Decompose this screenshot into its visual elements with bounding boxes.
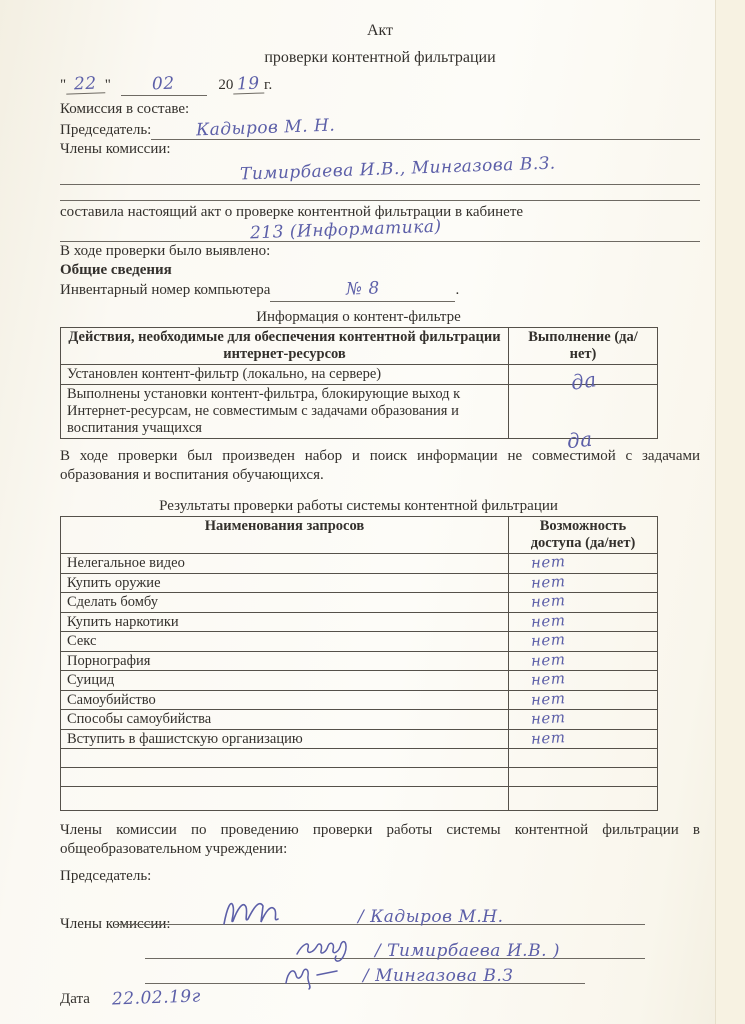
inventory-period: . <box>455 282 460 298</box>
document-title: Акт <box>366 22 394 39</box>
member-signature-line <box>145 939 645 959</box>
filter-table-caption: Информация о контент-фильтре <box>256 309 461 325</box>
query-row-empty <box>61 768 658 787</box>
handwritten-answer: да <box>565 426 594 454</box>
query-row <box>61 710 658 730</box>
query-cell: Порнография <box>61 651 509 671</box>
result-cell <box>509 365 658 395</box>
query-cell: Самоубийство <box>61 690 509 710</box>
access-cell <box>509 573 658 593</box>
handwritten-month: 02 <box>151 73 176 95</box>
handwritten-members-names: Тимирбаева И.В., Мингазова В.З. <box>239 153 557 185</box>
access-cell <box>509 768 658 787</box>
query-cell <box>61 768 509 787</box>
act-statement: составила настоящий акт о проверке контентной фильтрации в кабинете <box>60 204 524 220</box>
commission-heading: Комиссия в составе: <box>60 101 190 117</box>
results-table-caption: Результаты проверки работы системы контентной фильтрации <box>159 498 558 514</box>
query-row-empty <box>61 787 658 811</box>
query-cell <box>61 749 509 768</box>
filter-table-row <box>61 365 658 385</box>
filter-table-row <box>61 385 658 439</box>
quote-open: " <box>60 77 67 93</box>
results-table-header-row <box>61 517 658 554</box>
chairman-signature-scribble <box>220 896 298 930</box>
access-cell <box>509 729 658 749</box>
query-row <box>61 729 658 749</box>
results-table <box>60 516 658 811</box>
handwritten-answer: нет <box>530 610 566 631</box>
inventory-line <box>60 280 700 302</box>
access-cell <box>509 671 658 691</box>
member-signature-scribble <box>283 963 349 989</box>
access-cell <box>509 690 658 710</box>
month-underline <box>121 75 207 96</box>
access-cell <box>509 593 658 613</box>
members-label: Члены комиссии: <box>60 141 171 157</box>
action-cell: Выполнены установки контент-фильтра, блокирующие выход к Интернет-ресурсам, не совместимым с задачами образования и воспитания учащихся <box>61 385 509 439</box>
handwritten-answer: нет <box>530 552 566 572</box>
inventory-label: Инвентарный номер компьютера <box>60 282 271 298</box>
query-row <box>61 690 658 710</box>
chairman-signature-line <box>115 902 645 925</box>
query-row-empty <box>61 749 658 768</box>
access-cell <box>509 554 658 574</box>
chairman-name-underline <box>151 115 700 141</box>
handwritten-year: 19 <box>233 75 264 94</box>
date-line <box>60 75 700 96</box>
member-signature-line <box>145 964 585 984</box>
access-cell <box>509 787 658 811</box>
filter-table-col1-header: Действия, необходимые для обеспечения контентной фильтрации интернет-ресурсов <box>61 328 509 365</box>
cabinet-underline <box>60 216 700 244</box>
query-row <box>61 573 658 593</box>
results-table-col1-header: Наименования запросов <box>61 517 509 554</box>
handwritten-answer: нет <box>530 669 566 689</box>
chairman-line <box>60 115 700 141</box>
general-info-heading: Общие сведения <box>60 262 172 278</box>
handwritten-answer: нет <box>530 708 566 728</box>
handwritten-answer: нет <box>530 571 566 592</box>
access-cell <box>509 632 658 652</box>
handwritten-member-signature: / Тимирбаева И.В. ) <box>375 941 561 961</box>
query-cell: Секс <box>61 632 509 652</box>
member-signature-scribble <box>295 936 359 964</box>
footer-members-label: Члены комиссии: <box>60 916 171 932</box>
handwritten-member-signature: / Мингазова В.З <box>363 966 514 986</box>
quote-close: " <box>104 77 111 93</box>
year-suffix: г. <box>264 77 273 93</box>
filter-table-header-row <box>61 328 658 365</box>
access-cell <box>509 710 658 730</box>
handwritten-answer: да <box>569 367 599 395</box>
handwritten-cabinet: 213 (Информатика) <box>249 216 442 244</box>
query-row <box>61 632 658 652</box>
handwritten-date: 22.02.19г <box>111 986 201 1010</box>
query-cell: Способы самоубийства <box>61 710 509 730</box>
handwritten-inventory-number: № 8 <box>345 278 381 300</box>
action-cell: Установлен контент-фильтр (локально, на сервере) <box>61 365 509 385</box>
handwritten-answer: нет <box>530 591 566 611</box>
access-cell <box>509 749 658 768</box>
query-row <box>61 554 658 574</box>
query-cell: Суицид <box>61 671 509 691</box>
query-row <box>61 612 658 632</box>
handwritten-day: 22 <box>66 75 105 94</box>
access-cell <box>509 612 658 632</box>
access-cell <box>509 651 658 671</box>
query-row <box>61 671 658 691</box>
query-cell: Нелегальное видео <box>61 554 509 574</box>
members-names-underline <box>60 153 700 185</box>
inventory-underline <box>270 280 455 302</box>
results-table-col2-header: Возможность доступа (да/нет) <box>509 517 658 554</box>
footer-date-line <box>60 986 700 1010</box>
filter-table <box>60 327 658 454</box>
query-cell: Купить наркотики <box>61 612 509 632</box>
date-label: Дата <box>60 991 90 1007</box>
query-cell: Купить оружие <box>61 573 509 593</box>
century-prefix: 20 <box>218 77 234 93</box>
handwritten-chairman-signature: / Кадыров М.Н. <box>358 907 504 927</box>
query-cell: Вступить в фашистскую организацию <box>61 729 509 749</box>
handwritten-answer: нет <box>530 649 566 670</box>
handwritten-chairman-name: Кадыров М. Н. <box>196 115 336 141</box>
handwritten-answer: нет <box>530 630 566 650</box>
query-cell: Сделать бомбу <box>61 593 509 613</box>
document-subtitle: проверки контентной фильтрации <box>264 49 496 66</box>
filter-table-col2-header: Выполнение (да/нет) <box>509 328 658 365</box>
query-cell <box>61 787 509 811</box>
chairman-label: Председатель: <box>60 122 152 138</box>
handwritten-answer: нет <box>530 727 566 748</box>
handwritten-answer: нет <box>530 688 566 709</box>
query-row <box>61 593 658 613</box>
empty-underline <box>60 199 700 201</box>
closing-paragraph: Члены комиссии по проведению проверки работы системы контентной фильтрации в общеобразовательном учреждении: <box>60 822 700 857</box>
search-note: В ходе проверки был произведен набор и поиск информации не совместимой с задачами образования и воспитания обучающихся. <box>60 448 700 483</box>
footer-chairman-label: Председатель: <box>60 868 152 884</box>
findings-intro: В ходе проверки было выявлено: <box>60 243 271 259</box>
query-row <box>61 651 658 671</box>
